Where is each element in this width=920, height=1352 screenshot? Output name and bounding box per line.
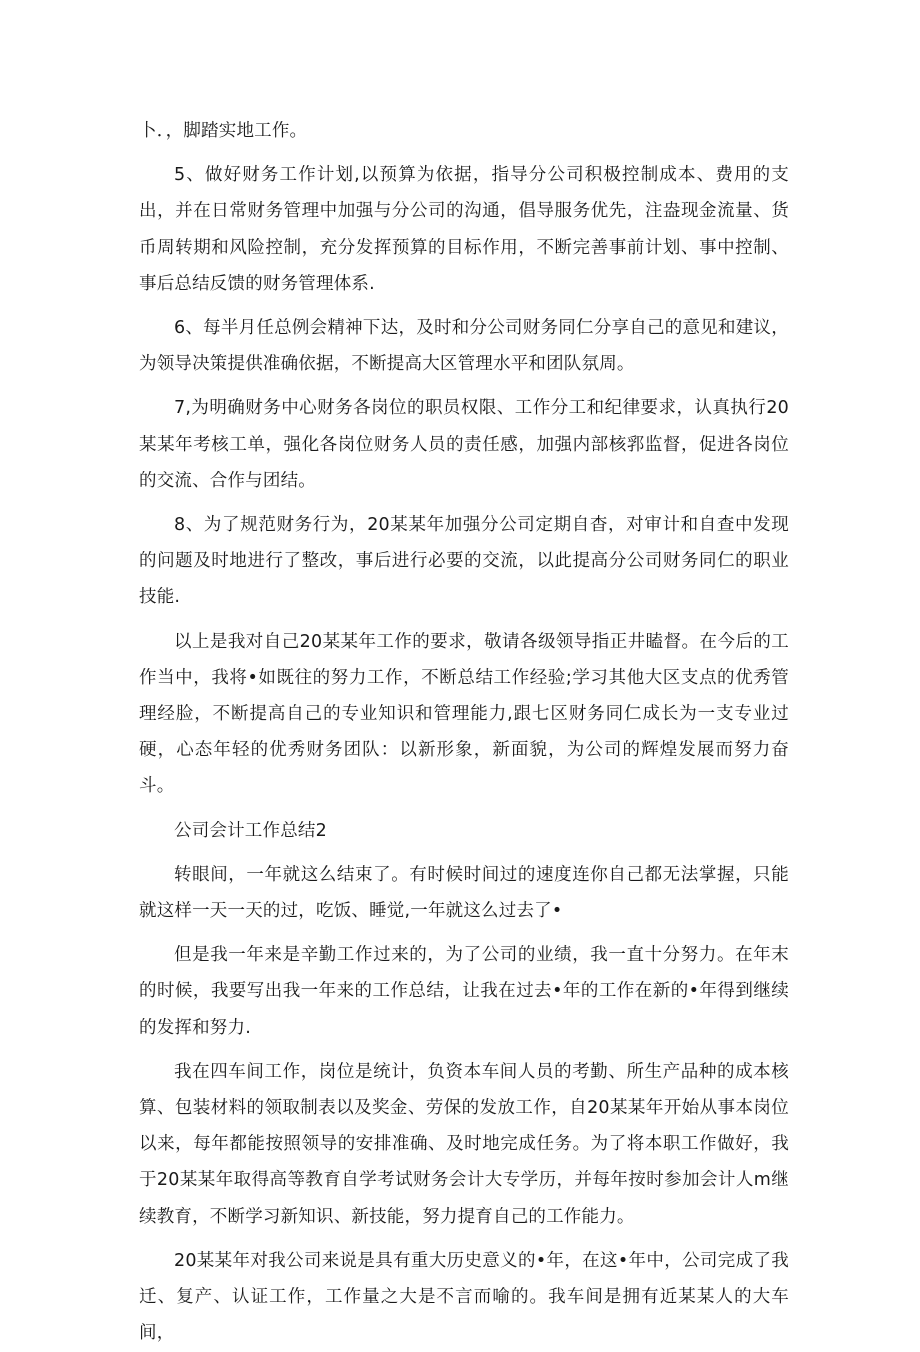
paragraph-item-6: 6、每半月任总例会精神下达，及时和分公司财务同仁分享自己的意见和建议，为领导决策提供准确依据，不断提高大区管理水平和团队氛周。 (139, 318, 789, 375)
document-body (139, 113, 789, 1352)
paragraph-item-8: 8、为了规范财务行为，20某某年加强分公司定期自杳，对审计和自查中发现的问题及时地进行了整改，事后进行必要的交流，以此提高分公司财务同仁的职业技能. (139, 515, 789, 608)
paragraph-workshop: 我在四车间工作，岗位是统计，负资本车间人员的考勤、所生产品种的成本核算、包装材料的领取制表以及奖金、劳保的发放工作，自20某某年开始从事本岗位以来，每年都能按照领导的安排准确、及时地完成任务。为了将本职工作做好，我于20某某年取得高等教育自学考试财务会计大专学历，并每年按时参加会计人m继续教育，不断学习新知识、新技能，努力提育自己的工作能力。 (139, 1061, 789, 1227)
paragraph-item-7: 7,为明确财务中心财务各岗位的职员权限、工作分工和纪律要求，认真执行20某某年考核工单，强化各岗位财务人员的责任感，加强内部核郛监督，促进各岗位的交流、合作与团结。 (139, 398, 789, 491)
section-heading: 公司会计工作总结2 (174, 820, 327, 841)
paragraph-year-end: 但是我一年来是辛勤工作过来的，为了公司的业绩，我一直十分努力。在年末的时候，我要写出我一年来的工作总结，让我在过去•年的工作在新的•年得到继续的发挥和努力. (139, 945, 789, 1038)
paragraph-year-significance: 20某某年对我公司来说是具有重大历史意义的•年，在这•年中，公司完成了我迁、复产、认证工作，工作量之大是不言而喻的。我车间是拥有近某某人的大车间， (139, 1250, 789, 1344)
paragraph-item-5: 5、做好财务工作计划,以预算为依据，指导分公司积极控制成本、费用的支出，并在日常财务管理中加强与分公司的沟通，倡导服务优先，注盎现金流量、货币周转期和风险控制，充分发挥预算的目标作用，不断完善事前计划、事中控制、事后总结反馈的财务管理体系. (139, 165, 789, 294)
paragraph-continuation: 卜．，脚踏实地工作。 (139, 121, 308, 141)
paragraph-summary: 以上是我对自己20某某年工作的要求，敬请各级领导指正井瞌督。在今后的工作当中，我将•如既往的努力工作，不断总结工作经验;学习其他大区支点的优秀管理经脸，不断提高自己的专业知识和管理能力,跟七区财务同仁成长为一支专业过硬，心态年轻的优秀财务团队：以新形象，新面貌，为公司的辉煌发展而努力奋斗。 (139, 631, 789, 797)
paragraph-intro: 转眼间，一年就这么结束了。有时候时间过的速度连你自己都无法掌握，只能就这样一天一天的过，吃饭、睡觉,一年就这么过去了• (139, 864, 789, 922)
